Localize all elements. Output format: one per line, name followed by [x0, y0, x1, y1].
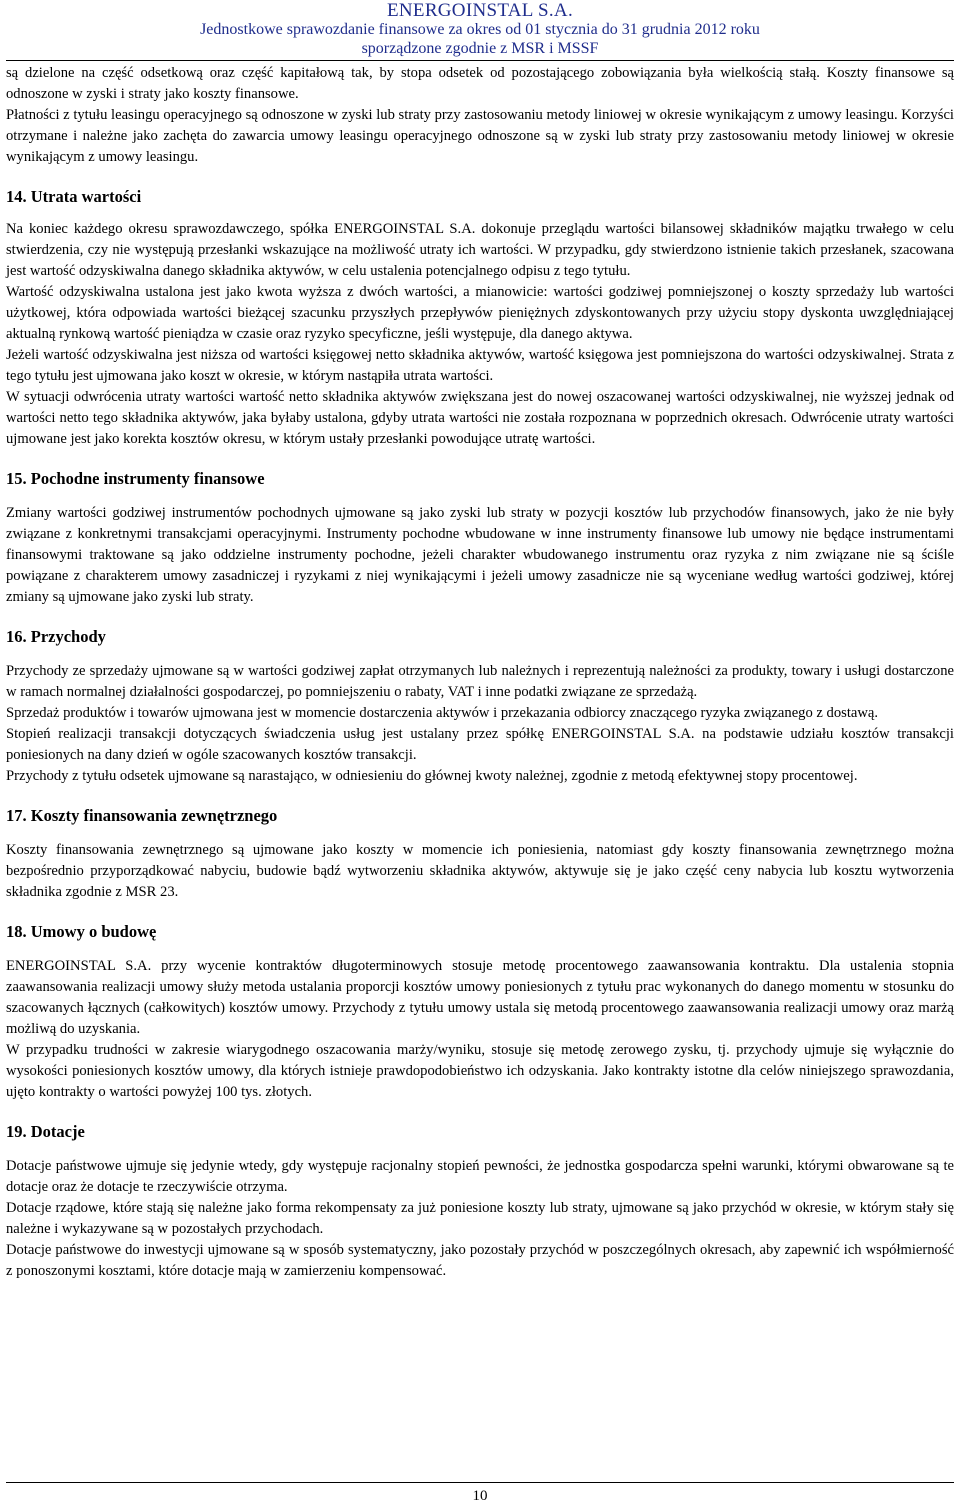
section-19-title: 19. Dotacje: [6, 1122, 85, 1141]
section-18-paragraph-1: ENERGOINSTAL S.A. przy wycenie kontraktów długoterminowych stosuje metodę procentowego zaawansowania kontraktu. Dla ustalenia stopnia zaawansowania realizacji umowy służy metoda ustalania proporcji kosztów umowy poniesionych z tytułu prac wykonanych do danego momentu w stosunku do szacowanych łącznych (całkowitych) kosztów umowy. Przychody z tytułu umowy ustala się metodą procentowego zaawansowania realizacji umowy oraz marżą możliwą do uzyskania.: [6, 958, 954, 1037]
section-18-paragraph-2: W przypadku trudności w zakresie wiarygodnego oszacowania marży/wyniku, stosuje się metodę zerowego zysku, tj. przychody ujmuje się wyłącznie do wysokości poniesionych kosztów umowy, dla których istnieje prawdopodobieństwo ich odzyskania. Jako kontrakty istotne dla celów niniejszego sprawozdania, ujęto kontrakty o wartości powyżej 100 tys. złotych.: [6, 1042, 954, 1100]
section-19-paragraph-3: Dotacje państwowe do inwestycji ujmowane są w sposób systematyczny, jako pozostały przychód w poszczególnych okresach, aby zapewnić ich współmierność z ponoszonymi kosztami, które dotacje mają w zamierzeniu kompensować.: [6, 1242, 954, 1279]
footer-divider: [6, 1482, 954, 1483]
section-19-paragraph-2: Dotacje rządowe, które stają się należne jako forma rekompensaty za już poniesione koszty lub straty, ujmowane są jako przychód w okresie, w którym stały się należne i wykazywane są w pozostałych przychodach.: [6, 1200, 954, 1237]
section-18-title: 18. Umowy o budowę: [6, 922, 157, 941]
intro-paragraph-1: są dzielone na część odsetkową oraz część kapitałową tak, by stopa odsetek od pozostającego zobowiązania była wielkością stałą. Koszty finansowe są odnoszone w zyski i straty jako koszty finansowe.: [6, 65, 954, 102]
header-standard: sporządzone zgodnie z MSR i MSSF: [361, 40, 599, 57]
section-14-paragraph-3: Jeżeli wartość odzyskiwalna jest niższa od wartości księgowej netto składnika aktywów, wartość księgowa jest pomniejszona do wartości odzyskiwalnej. Strata z tego tytułu jest ujmowana jako koszt w okresie, w którym nastąpiła utrata wartości.: [6, 347, 954, 384]
document-body: [6, 63, 954, 1282]
section-16-paragraph-4: Przychody z tytułu odsetek ujmowane są narastająco, w odniesieniu do głównej kwoty należnej, zgodnie z metodą efektywnej stopy procentowej.: [6, 768, 858, 784]
section-14-title: 14. Utrata wartości: [6, 187, 142, 206]
header-company: ENERGOINSTAL S.A.: [386, 0, 573, 21]
intro-paragraph-2: Płatności z tytułu leasingu operacyjnego są odnoszone w zyski lub straty przy zastosowaniu metody liniowej w okresie wynikającym z umowy leasingu. Korzyści otrzymane i należne jako zachęta do zawarcia umowy leasingu operacyjnego odnoszone są w zyski lub straty przy zastosowaniu metody liniowej w okresie wynikającym z umowy leasingu.: [6, 107, 954, 165]
section-14-paragraph-1: Na koniec każdego okresu sprawozdawczego, spółka ENERGOINSTAL S.A. dokonuje przeglądu wartości bilansowej składników majątku trwałego w celu stwierdzenia, czy nie występują przesłanki wskazujące na możliwość utraty ich wartości. W przypadku, gdy stwierdzono istnienie takich przesłanek, szacowana jest wartość odzyskiwalna danego składnika aktywów, w celu ustalenia potencjalnego odpisu z tego tytułu.: [6, 221, 954, 279]
section-16-paragraph-3: Stopień realizacji transakcji dotyczących świadczenia usług jest ustalany przez spółkę ENERGOINSTAL S.A. na podstawie udziału kosztów transakcji poniesionych na dany dzień w ogóle szacowanych kosztów transakcji.: [6, 726, 954, 763]
header-report-title: Jednostkowe sprawozdanie finansowe za okres od 01 stycznia do 31 grudnia 2012 roku: [200, 21, 760, 38]
page-number: 10: [472, 1488, 488, 1504]
section-14-paragraph-2: Wartość odzyskiwalna ustalona jest jako kwota wyższa z dwóch wartości, a mianowicie: wartości godziwej pomniejszonej o koszty sprzedaży lub wartości użytkowej, która odpowiada wartości bieżącej szacunku przyszłych przepływów pieniężnych zdyskontowanych przy użyciu stopy dyskonta uwzględniającej aktualną rynkową wartość pieniądza w czasie oraz ryzyko specyficzne, jeśli występuje, dla danego aktywa.: [6, 284, 954, 342]
section-19-paragraph-1: Dotacje państwowe ujmuje się jedynie wtedy, gdy występuje racjonalny stopień pewności, że jednostka gospodarcza spełni warunki, którymi obwarowane są te dotacje oraz że dotacje te rzeczywiście otrzyma.: [6, 1158, 954, 1195]
section-15-title: 15. Pochodne instrumenty finansowe: [6, 469, 265, 488]
section-17-paragraph-1: Koszty finansowania zewnętrznego są ujmowane jako koszty w momencie ich poniesienia, natomiast gdy koszty finansowania zewnętrznego można bezpośrednio przyporządkować nabyciu, budowie bądź wytworzeniu składnika aktywów, aktywuje się je jako część ceny nabycia lub kosztu wytworzenia składnika zgodnie z MSR 23.: [6, 842, 954, 900]
header-divider: [6, 60, 954, 61]
section-15-paragraph-1: Zmiany wartości godziwej instrumentów pochodnych ujmowane są jako zyski lub straty w pozycji kosztów lub przychodów finansowych, jako że nie były związane z konkretnymi transakcjami operacyjnymi. Instrumenty pochodne wbudowane w inne instrumenty finansowe lub umowy nie będące instrumentami finansowymi traktowane są jako oddzielne instrumenty pochodne, jeżeli charakter wbudowanego instrumentu oraz ryzyka z nim związane nie są ściśle powiązane z charakterem umowy zasadniczej i ryzykami z niej wynikającymi i jeżeli umowy zasadnicze nie są wyceniane według wartości godziwej, której zmiany są ujmowane jako zyski lub straty.: [6, 505, 954, 605]
section-16-title: 16. Przychody: [6, 627, 106, 646]
section-14-paragraph-4: W sytuacji odwrócenia utraty wartości wartość netto składnika aktywów zwiększana jest do nowej oszacowanej wartości odzyskiwalnej, nie wyższej jednak od wartości netto tego składnika aktywów, jaka byłaby ustalona, gdyby utrata wartości nie została rozpoznana w poprzednich okresach. Odwrócenie utraty wartości ujmowane jest jako korekta kosztów okresu, w którym ustały przesłanki powodujące utratę wartości.: [6, 389, 954, 447]
section-16-paragraph-1: Przychody ze sprzedaży ujmowane są w wartości godziwej zapłat otrzymanych lub należnych i reprezentują należności za produkty, towary i usługi dostarczone w ramach normalnej działalności gospodarczej, po pomniejszeniu o rabaty, VAT i inne podatki związane ze sprzedażą.: [6, 663, 954, 700]
page-header: [0, 0, 960, 58]
section-16-paragraph-2: Sprzedaż produktów i towarów ujmowana jest w momencie dostarczenia aktywów i przekazania odbiorcy znaczącego ryzyka związanego z dostawą.: [6, 705, 879, 721]
section-17-title: 17. Koszty finansowania zewnętrznego: [6, 806, 278, 825]
